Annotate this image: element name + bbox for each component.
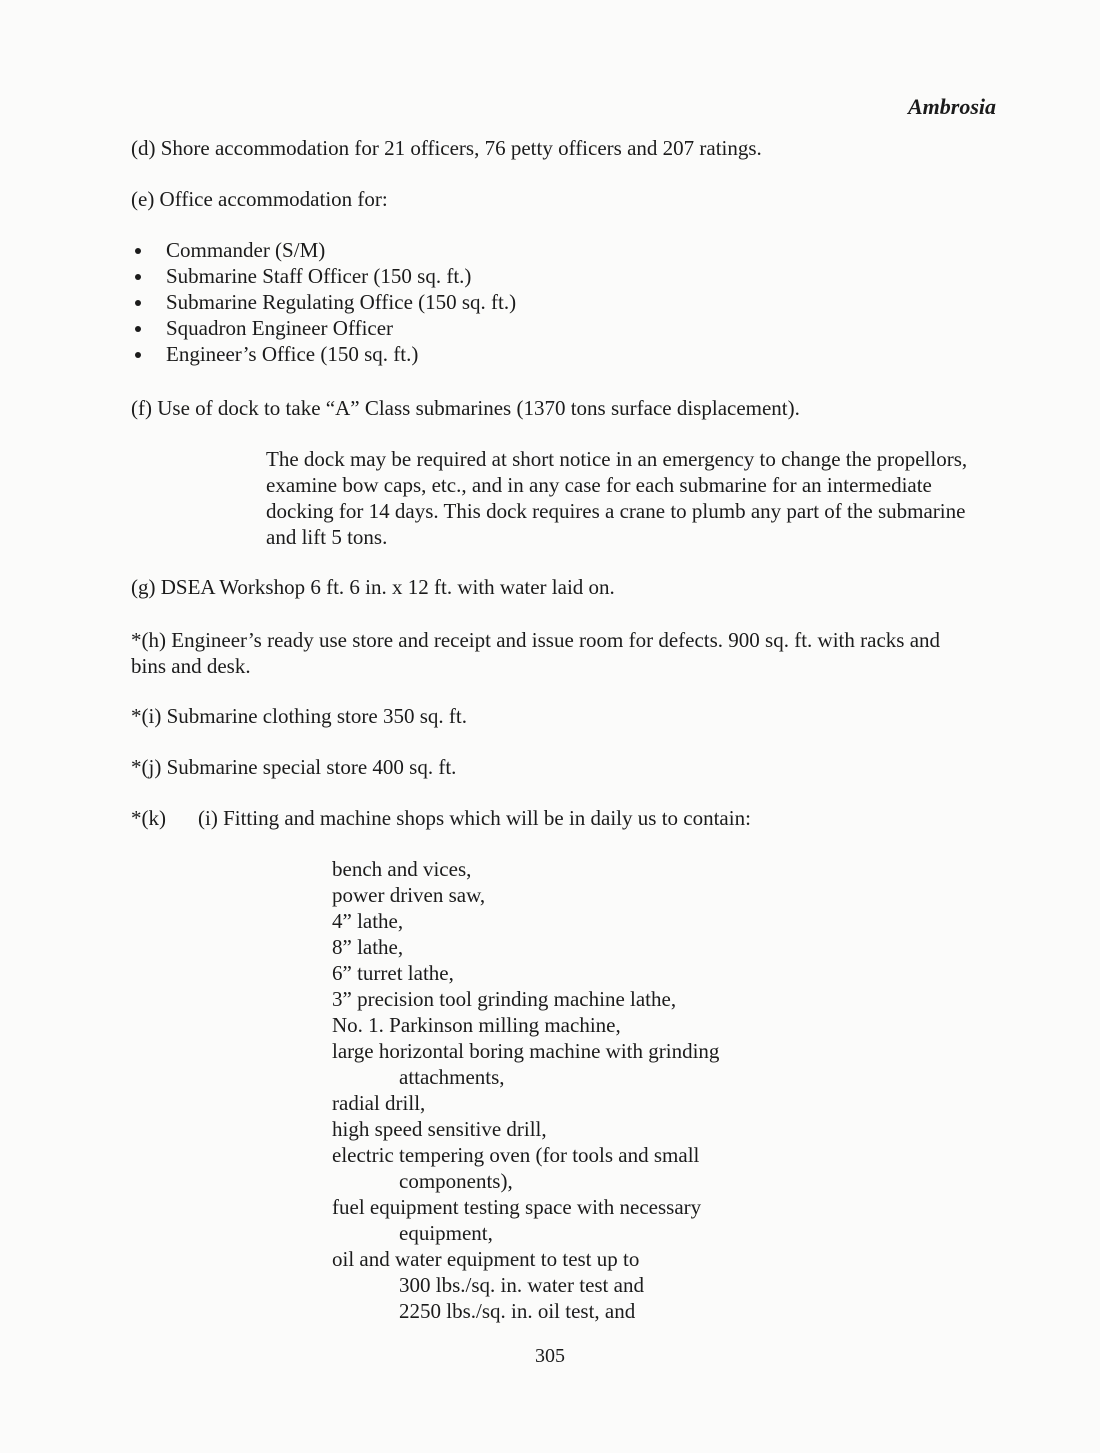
office-list-item: Squadron Engineer Officer	[131, 315, 516, 341]
item-k-text: (i) Fitting and machine shops which will be in daily us to contain:	[198, 806, 751, 830]
bullet-icon	[135, 248, 141, 254]
item-d: (d) Shore accommodation for 21 officers, 76 petty officers and 207 ratings.	[131, 136, 762, 160]
equipment-item: electric tempering oven (for tools and small	[332, 1143, 700, 1167]
equipment-item: power driven saw,	[332, 883, 486, 907]
item-f: (f) Use of dock to take “A” Class submarines (1370 tons surface displacement).	[131, 396, 800, 420]
office-list-item: Commander (S/M)	[131, 237, 516, 263]
item-e: (e) Office accommodation for:	[131, 187, 388, 211]
equipment-item-continuation: attachments,	[399, 1065, 505, 1089]
equipment-item-continuation: 300 lbs./sq. in. water test and	[399, 1273, 644, 1297]
bullet-icon	[135, 326, 141, 332]
equipment-item: No. 1. Parkinson milling machine,	[332, 1013, 621, 1037]
bullet-icon	[135, 274, 141, 280]
item-k-label: *(k)	[131, 806, 166, 830]
page-number: 305	[535, 1345, 565, 1367]
item-h: *(h) Engineer’s ready use store and receipt and issue room for defects. 900 sq. ft. with racks and bins and desk.	[131, 628, 941, 678]
equipment-item: 3” precision tool grinding machine lathe,	[332, 987, 677, 1011]
equipment-item: 8” lathe,	[332, 935, 404, 959]
equipment-item: large horizontal boring machine with grinding	[332, 1039, 720, 1063]
equipment-item-continuation: components),	[399, 1169, 513, 1193]
equipment-item: fuel equipment testing space with necessary	[332, 1195, 702, 1219]
bullet-icon	[135, 300, 141, 306]
equipment-item-continuation: equipment,	[399, 1221, 493, 1245]
equipment-item: 4” lathe,	[332, 909, 404, 933]
office-list	[131, 237, 516, 367]
item-f-note: The dock may be required at short notice in an emergency to change the propellors, examine bow caps, etc., and in any case for each submarine for an intermediate docking for 14 days. This dock requires a crane to plumb any part of the submarine and lift 5 tons.	[266, 447, 968, 549]
item-j: *(j) Submarine special store 400 sq. ft.	[131, 755, 457, 779]
equipment-item: bench and vices,	[332, 857, 472, 881]
running-header: Ambrosia	[907, 94, 996, 119]
equipment-item-continuation: 2250 lbs./sq. in. oil test, and	[399, 1299, 636, 1323]
item-i: *(i) Submarine clothing store 350 sq. ft.	[131, 704, 467, 728]
equipment-list	[332, 856, 792, 1324]
item-g: (g) DSEA Workshop 6 ft. 6 in. x 12 ft. with water laid on.	[131, 575, 615, 599]
equipment-item: radial drill,	[332, 1091, 426, 1115]
equipment-item: oil and water equipment to test up to	[332, 1247, 640, 1271]
bullet-icon	[135, 352, 141, 358]
office-list-item: Submarine Staff Officer (150 sq. ft.)	[131, 263, 516, 289]
office-list-item: Submarine Regulating Office (150 sq. ft.)	[131, 289, 516, 315]
office-list-item: Engineer’s Office (150 sq. ft.)	[131, 341, 516, 367]
equipment-item: 6” turret lathe,	[332, 961, 454, 985]
equipment-item: high speed sensitive drill,	[332, 1117, 547, 1141]
